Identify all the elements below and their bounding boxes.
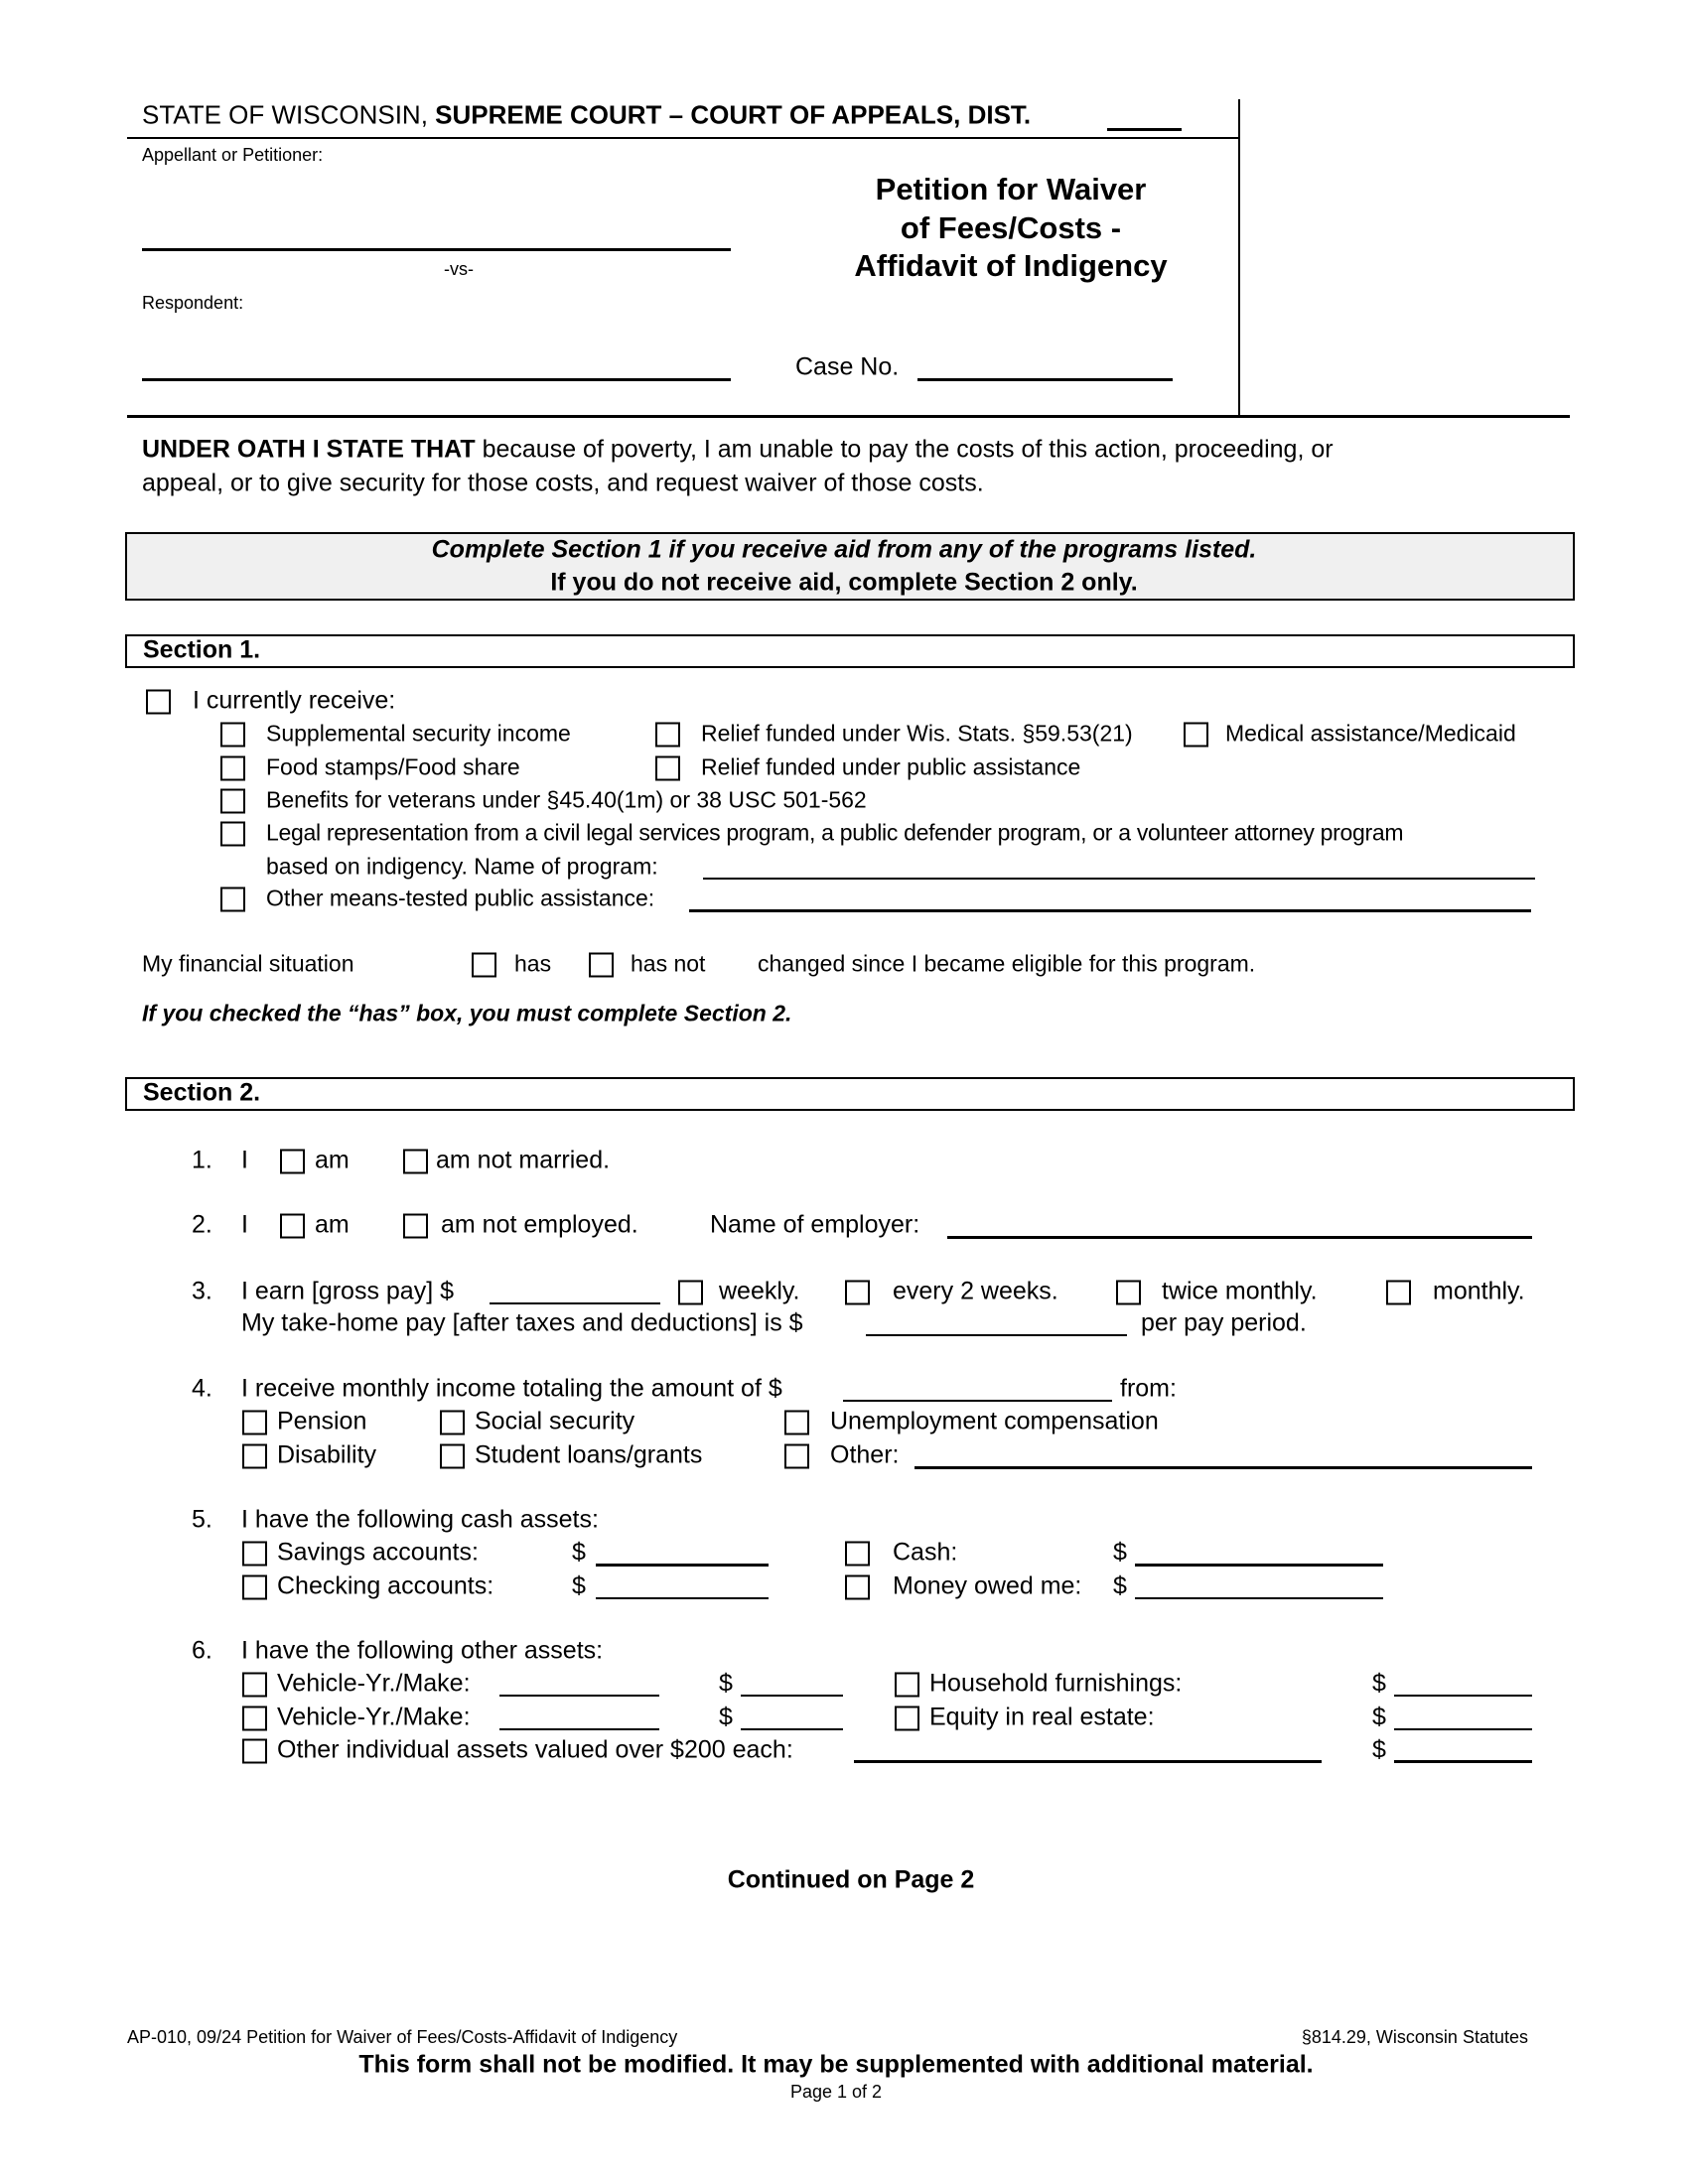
vehicle2-dollar: $	[719, 1703, 733, 1731]
has-not-checkbox[interactable]	[589, 953, 614, 978]
has-checkbox[interactable]	[472, 953, 496, 978]
receive-checkbox[interactable]	[146, 690, 171, 715]
vehicle1-label: Vehicle-Yr./Make:	[277, 1669, 471, 1698]
cash-field[interactable]	[1135, 1564, 1383, 1567]
other-assets-desc-field[interactable]	[854, 1760, 1322, 1763]
appellant-label: Appellant or Petitioner:	[142, 145, 324, 166]
food-stamps-label: Food stamps/Food share	[266, 753, 520, 780]
equity-dollar: $	[1372, 1703, 1386, 1731]
other-income-checkbox[interactable]	[784, 1444, 809, 1469]
cash-label: Cash:	[893, 1538, 958, 1567]
household-label: Household furnishings:	[929, 1669, 1183, 1698]
pension-checkbox[interactable]	[242, 1411, 267, 1435]
continued-note: Continued on Page 2	[727, 1865, 975, 1894]
item1-i: I	[241, 1146, 248, 1174]
header-rule	[127, 137, 1239, 139]
has-label: has	[514, 950, 552, 977]
employer-label: Name of employer:	[710, 1210, 920, 1239]
take-home-label: My take-home pay [after taxes and deductions] is $	[241, 1308, 803, 1337]
social-security-label: Social security	[475, 1407, 635, 1435]
every-2-weeks-checkbox[interactable]	[845, 1281, 870, 1305]
other-means-field[interactable]	[689, 909, 1531, 912]
section2-header	[125, 1077, 1575, 1111]
item3-number: 3.	[192, 1277, 212, 1305]
medicaid-checkbox[interactable]	[1184, 723, 1208, 748]
checking-field[interactable]	[596, 1597, 769, 1599]
not-married-checkbox[interactable]	[403, 1150, 428, 1174]
vehicle2-value-field[interactable]	[741, 1728, 843, 1730]
item4-number: 4.	[192, 1374, 212, 1403]
vehicle2-label: Vehicle-Yr./Make:	[277, 1703, 471, 1731]
section2-title: Section 2.	[143, 1078, 261, 1107]
other-assets-dollar: $	[1372, 1735, 1386, 1764]
ssi-label: Supplemental security income	[266, 720, 571, 747]
twice-monthly-checkbox[interactable]	[1116, 1281, 1141, 1305]
instructions-line1: Complete Section 1 if you receive aid from any of the programs listed.	[431, 535, 1257, 564]
checking-label: Checking accounts:	[277, 1571, 494, 1600]
instructions-line2: If you do not receive aid, complete Section 2 only.	[550, 568, 1138, 597]
student-loans-label: Student loans/grants	[475, 1440, 703, 1469]
item2-i: I	[241, 1210, 248, 1239]
social-security-checkbox[interactable]	[440, 1411, 465, 1435]
checking-checkbox[interactable]	[242, 1575, 267, 1600]
employed-label: am	[315, 1210, 350, 1239]
from-label: from:	[1120, 1374, 1177, 1403]
weekly-label: weekly.	[719, 1277, 800, 1305]
appellant-field[interactable]	[142, 248, 731, 251]
household-dollar: $	[1372, 1669, 1386, 1698]
vs-label: -vs-	[444, 259, 474, 280]
gross-pay-label: I earn [gross pay] $	[241, 1277, 455, 1305]
equity-checkbox[interactable]	[895, 1706, 919, 1731]
weekly-checkbox[interactable]	[678, 1281, 703, 1305]
footer-form-id: AP-010, 09/24 Petition for Waiver of Fees/Costs-Affidavit of Indigency	[127, 2027, 678, 2048]
employed-checkbox[interactable]	[280, 1214, 305, 1239]
monthly-income-label: I receive monthly income totaling the amount of $	[241, 1374, 782, 1403]
monthly-checkbox[interactable]	[1386, 1281, 1411, 1305]
pension-label: Pension	[277, 1407, 367, 1435]
relief-public-checkbox[interactable]	[655, 756, 680, 781]
financial-label: My financial situation	[142, 950, 354, 977]
respondent-label: Respondent:	[142, 293, 244, 314]
student-loans-checkbox[interactable]	[440, 1444, 465, 1469]
married-checkbox[interactable]	[280, 1150, 305, 1174]
every-2-weeks-label: every 2 weeks.	[893, 1277, 1058, 1305]
item1-number: 1.	[192, 1146, 212, 1174]
case-no-field[interactable]	[917, 378, 1173, 381]
disability-checkbox[interactable]	[242, 1444, 267, 1469]
disability-label: Disability	[277, 1440, 377, 1469]
section1-title: Section 1.	[143, 635, 261, 664]
section1-header	[125, 634, 1575, 668]
money-owed-checkbox[interactable]	[845, 1575, 870, 1600]
take-home-field[interactable]	[866, 1334, 1127, 1336]
employer-field[interactable]	[947, 1236, 1532, 1239]
form-title-line2: of Fees/Costs -	[900, 209, 1122, 245]
other-assets-value-field[interactable]	[1394, 1760, 1532, 1763]
item6-number: 6.	[192, 1636, 212, 1665]
legal-rep-label: Legal representation from a civil legal services program, a public defender program, or a volunteer attorney program	[266, 819, 1404, 846]
respondent-field[interactable]	[142, 378, 731, 381]
money-owed-field[interactable]	[1135, 1597, 1383, 1599]
veterans-label: Benefits for veterans under §45.40(1m) or 38 USC 501-562	[266, 786, 867, 813]
twice-monthly-label: twice monthly.	[1162, 1277, 1318, 1305]
item5-number: 5.	[192, 1505, 212, 1534]
page-number: Page 1 of 2	[789, 2082, 883, 2103]
other-income-field[interactable]	[914, 1466, 1532, 1469]
monthly-income-field[interactable]	[843, 1400, 1112, 1402]
savings-label: Savings accounts:	[277, 1538, 479, 1567]
veterans-checkbox[interactable]	[220, 789, 245, 814]
changed-text: changed since I became eligible for this program.	[758, 950, 1256, 977]
not-married-label: am not married.	[436, 1146, 611, 1174]
cash-dollar: $	[1113, 1538, 1127, 1567]
monthly-label: monthly.	[1433, 1277, 1525, 1305]
unemployment-checkbox[interactable]	[784, 1411, 809, 1435]
other-means-checkbox[interactable]	[220, 887, 245, 912]
savings-dollar: $	[572, 1538, 586, 1567]
relief-public-label: Relief funded under public assistance	[701, 753, 1081, 780]
court-heading: STATE OF WISCONSIN, SUPREME COURT – COURT OF APPEALS, DIST.	[142, 99, 1032, 130]
savings-field[interactable]	[596, 1564, 769, 1567]
other-income-label: Other:	[830, 1440, 900, 1469]
district-blank[interactable]	[1107, 128, 1182, 131]
not-employed-checkbox[interactable]	[403, 1214, 428, 1239]
cash-assets-label: I have the following cash assets:	[241, 1505, 599, 1534]
other-means-label: Other means-tested public assistance:	[266, 885, 655, 911]
food-stamps-checkbox[interactable]	[220, 756, 245, 781]
footer-statute: §814.29, Wisconsin Statutes	[1301, 2027, 1528, 2048]
ssi-checkbox[interactable]	[220, 723, 245, 748]
not-employed-label: am not employed.	[441, 1210, 638, 1239]
vehicle1-checkbox[interactable]	[242, 1673, 267, 1698]
footer-notice: This form shall not be modified. It may be supplemented with additional material.	[358, 2050, 1314, 2079]
per-pay-period-label: per pay period.	[1141, 1308, 1307, 1337]
legal-rep-checkbox[interactable]	[220, 822, 245, 847]
other-assets-item-label: Other individual assets valued over $200 each:	[277, 1735, 793, 1764]
cash-checkbox[interactable]	[845, 1542, 870, 1567]
other-assets-checkbox[interactable]	[242, 1739, 267, 1764]
savings-checkbox[interactable]	[242, 1542, 267, 1567]
receive-label: I currently receive:	[193, 686, 396, 715]
married-label: am	[315, 1146, 350, 1174]
gross-pay-field[interactable]	[490, 1302, 660, 1304]
medicaid-label: Medical assistance/Medicaid	[1225, 720, 1516, 747]
money-owed-dollar: $	[1113, 1571, 1127, 1600]
caption-bottom-rule	[127, 415, 1570, 418]
case-no-label: Case No.	[795, 352, 900, 381]
relief-wis-checkbox[interactable]	[655, 723, 680, 748]
household-checkbox[interactable]	[895, 1673, 919, 1698]
other-assets-label: I have the following other assets:	[241, 1636, 604, 1665]
equity-field[interactable]	[1394, 1728, 1532, 1730]
program-name-field[interactable]	[703, 878, 1535, 880]
vehicle1-value-field[interactable]	[741, 1695, 843, 1697]
money-owed-label: Money owed me:	[893, 1571, 1082, 1600]
unemployment-label: Unemployment compensation	[830, 1407, 1159, 1435]
oath-line1: UNDER OATH I STATE THAT because of poverty, I am unable to pay the costs of this action, proceeding, or	[142, 435, 1334, 464]
equity-label: Equity in real estate:	[929, 1703, 1155, 1731]
caption-divider	[1238, 99, 1240, 417]
vehicle2-make-field[interactable]	[499, 1728, 659, 1730]
checking-dollar: $	[572, 1571, 586, 1600]
household-field[interactable]	[1394, 1695, 1532, 1697]
vehicle1-dollar: $	[719, 1669, 733, 1698]
has-not-label: has not	[631, 950, 706, 977]
vehicle2-checkbox[interactable]	[242, 1706, 267, 1731]
section2-note: If you checked the “has” box, you must complete Section 2.	[142, 1000, 792, 1026]
relief-wis-label: Relief funded under Wis. Stats. §59.53(21)	[701, 720, 1133, 747]
oath-line2: appeal, or to give security for those costs, and request waiver of those costs.	[142, 469, 984, 497]
program-name-label: based on indigency. Name of program:	[266, 853, 658, 880]
vehicle1-make-field[interactable]	[499, 1695, 659, 1697]
form-title-line1: Petition for Waiver	[875, 171, 1147, 206]
form-title-line3: Affidavit of Indigency	[854, 247, 1168, 283]
item2-number: 2.	[192, 1210, 212, 1239]
